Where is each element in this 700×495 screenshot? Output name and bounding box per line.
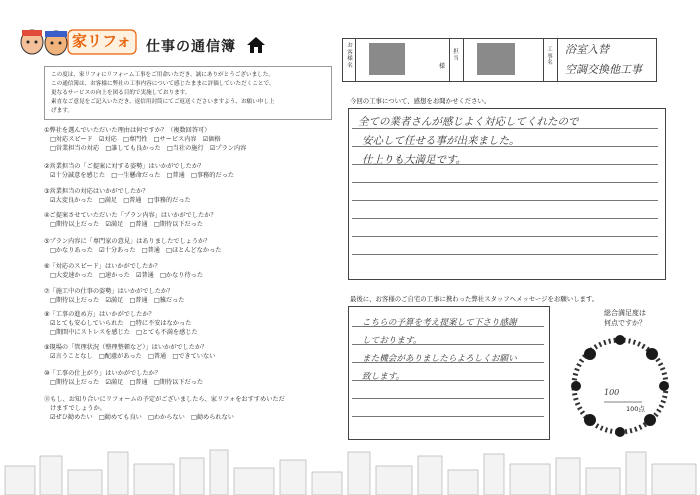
question-1: [44, 126, 246, 153]
question-text: ⑨現場の「管理状況（整理整頓など）」はいかがでしたか？: [44, 344, 208, 351]
question-3: [44, 187, 191, 205]
question-text: ⑧「工事の進め方」はいかがでしたか？: [44, 311, 155, 318]
question-7: [44, 287, 184, 305]
question-options[interactable]: □大変速かった □速かった ☑普通 □かなり待った: [50, 272, 204, 279]
question-options[interactable]: □期待以上だった ☑満足 □普通 □雑だった: [50, 297, 185, 304]
question-options[interactable]: □営業担当の対応 □誰しても良かった □当社の施行 ☑プラン内容: [50, 145, 247, 152]
question-options[interactable]: ☑言うことなし □配慮があった □普通 □できていない: [50, 353, 216, 360]
score-label: 何点ですか？: [604, 319, 646, 327]
tanto-label: 担当: [453, 49, 459, 62]
work-name-line2: 空調交換他工事: [565, 63, 642, 76]
redacted-customer-name: [369, 43, 405, 75]
house-icon: [246, 36, 266, 54]
question-5: [44, 237, 221, 255]
sama-label: 様: [439, 63, 446, 70]
question-4: [44, 211, 217, 229]
question-options[interactable]: ☑とても安心していられた □特に不安はなかった: [50, 320, 192, 327]
comment-prompt-2: 最後に、お客様のご自宅の工事に携わった弊社スタッフへメッセージをお願いします。: [350, 295, 599, 303]
wreath-icon: [560, 326, 680, 444]
score-question: [590, 308, 660, 328]
question-options: けますでしょうか。: [50, 405, 106, 412]
intro-line: 素直なご意見をご記入いただき、返信用封筒にてご返送くださいますよう、お願い申し上: [51, 99, 275, 105]
comment-1-line: 全ての業者さんが感じよく対応してくれたので: [358, 116, 579, 128]
work-name-line1: 浴室入替: [565, 43, 609, 56]
comment-2-line: こちらの予算を考え提案して下さり感謝: [362, 318, 517, 328]
score-value: 100: [604, 388, 620, 397]
question-options[interactable]: □期間中にストレスを感じた □とても不満を感じた: [50, 329, 198, 336]
question-9: [44, 343, 215, 361]
brand-logo: 家リフォ: [72, 32, 132, 50]
question-text: ③営業担当の対応はいかがでしたか？: [44, 188, 149, 195]
question-options[interactable]: ☑大変良かった □満足 □普通 □事務的だった: [50, 197, 191, 204]
comment-1-line: 仕上りも大満足です。: [362, 154, 467, 166]
customer-info-table: [342, 38, 657, 82]
question-text: ⑤プラン内容に「専門家の意見」はありましたでしょうか？: [44, 238, 211, 245]
question-10: [44, 369, 203, 387]
city-skyline-decoration: [0, 446, 700, 495]
intro-line: 更なるサービスの向上を図る目的で実施しております。: [51, 90, 191, 96]
intro-line: この度は、家リフォにリフォーム工事をご用命いただき、誠にありがとうございました。: [51, 72, 274, 78]
question-text: ②営業担当の「ご提案に対する姿勢」はいかがでしたか？: [44, 163, 205, 170]
intro-message: [44, 66, 332, 120]
question-text: ①弊社を選んでいただいた理由は何ですか？（複数回答可）: [44, 127, 211, 134]
question-options[interactable]: □かなりあった ☑十分あった □普通 □ほとんどなかった: [50, 247, 222, 254]
comment-prompt-1: 今回の工事について、感想をお聞かせください。: [350, 97, 491, 105]
question-8: [44, 310, 198, 337]
comment-1-line: 安心して任せる事が出来ました。: [362, 135, 520, 147]
question-text: ⑦「施工中の仕事の姿勢」はいかがでしたか？: [44, 288, 174, 295]
question-options[interactable]: ☑ぜひ勧めたい □勧めても良い □わからない □勧められない: [50, 414, 234, 421]
question-11: [44, 395, 285, 422]
score-label: 総合満足度は: [604, 309, 646, 317]
comment-2-line: 致します。: [362, 372, 405, 382]
customer-label: お客様名: [347, 43, 353, 69]
question-text: ⑪もし、お知り合いにリフォームの予定がございましたら、家リフォをおすすめいただ: [44, 396, 285, 403]
question-text: ⑥「対応のスピード」はいかがでしたか？: [44, 263, 161, 270]
page-title: 仕事の通信簿: [146, 39, 236, 55]
question-text: ④ご提案させていただいた「プラン内容」はいかがでしたか？: [44, 212, 217, 219]
question-6: [44, 262, 203, 280]
score-max: 100点: [626, 405, 645, 413]
work-label: 工事名: [547, 47, 553, 66]
comment-2-line: また機会がありましたらよろしくお願い: [362, 354, 517, 364]
intro-line: げます。: [51, 108, 73, 114]
redacted-staff-name: [477, 43, 515, 75]
question-options[interactable]: ☑十分誠意を感じた □一生懸命だった □普通 □事務的だった: [50, 172, 234, 179]
question-options[interactable]: □期待以上だった ☑満足 □普通 □期待以下だった: [50, 379, 204, 386]
intro-line: この通信簿は、お客様に弊社の工事内容について感じたままに評価していただくことで、: [51, 81, 275, 87]
comment-2-line: しております。: [362, 336, 422, 346]
question-text: ⑩「工事の仕上がり」はいかがでしたか？: [44, 370, 161, 377]
question-options[interactable]: □対応スピード ☑対応 □専門性 □サービス内容 ☑価格: [50, 136, 221, 143]
question-options[interactable]: □期待以上だった ☑満足 □普通 □期待以下だった: [50, 221, 204, 228]
question-2: [44, 162, 234, 180]
